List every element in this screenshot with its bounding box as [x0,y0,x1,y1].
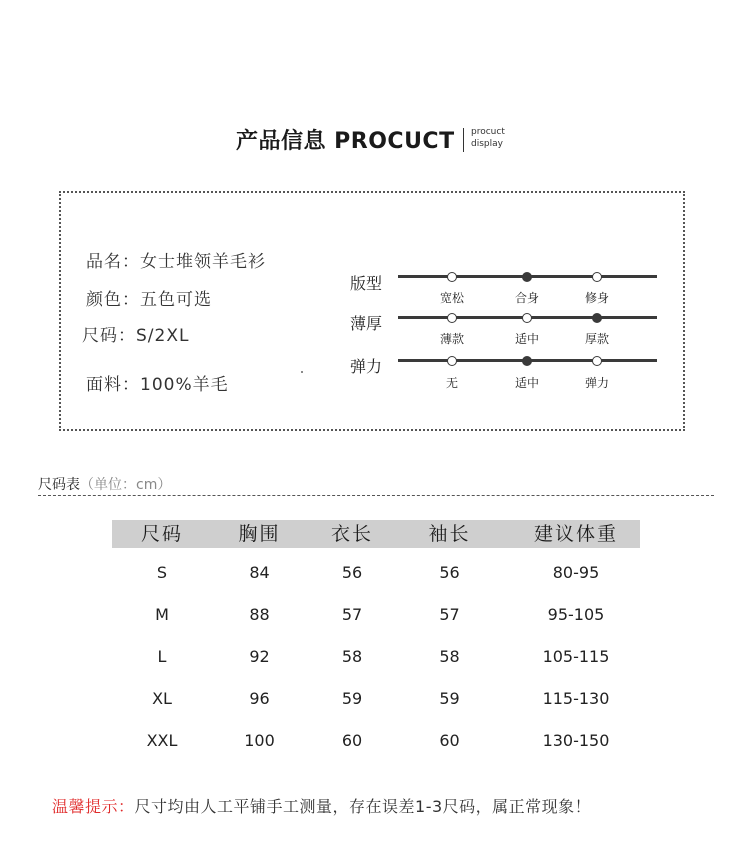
title-subtitle [471,126,505,150]
cell-size: XL [152,689,172,708]
info-material-value: 100%羊毛 [140,375,229,395]
cell-length: 58 [341,647,363,666]
info-color-label: 颜色： [86,290,140,310]
cell-weight: 115-130 [542,689,610,708]
attribute-elasticity-knob-3 [592,356,602,366]
info-size-label: 尺码： [82,326,136,346]
attribute-elasticity-label: 弹力 [350,357,383,376]
attribute-fit-option-2: 合身 [514,291,539,305]
subtitle-line-1: procuct [471,127,505,137]
info-color-value: 五色可选 [140,290,212,310]
info-name-label: 品名： [86,252,140,272]
cell-chest: 84 [249,563,270,582]
header-length: 衣长 [330,523,373,545]
page-title: 产品信息 PROCUCT [236,129,455,154]
cell-chest: 100 [244,731,275,750]
warm-tip [52,794,591,817]
attribute-fit-option-1: 宽松 [439,291,464,305]
header-sleeve: 袖长 [428,523,471,545]
attribute-thickness-option-1: 薄款 [439,332,464,346]
attribute-thickness-knob-2 [522,313,532,323]
attribute-thickness-knob-1 [447,313,457,323]
info-name-value: 女士堆领羊毛衫 [140,252,266,272]
info-size [82,321,189,346]
cell-size: S [156,563,168,582]
info-material [86,370,229,395]
cell-sleeve: 60 [439,731,460,750]
attribute-thickness-label: 薄厚 [350,314,383,333]
cell-weight: 80-95 [552,563,600,582]
size-chart-heading [38,474,171,494]
title-divider [463,128,464,152]
header-chest: 胸围 [238,523,281,545]
cell-sleeve: 56 [439,563,460,582]
header-weight: 建议体重 [533,523,618,545]
info-name [86,247,266,272]
cell-size: M [155,605,169,624]
size-chart-title: 尺码表 [38,477,80,493]
cell-size: XXL [146,731,178,750]
cell-chest: 92 [249,647,270,666]
cell-length: 60 [341,731,363,750]
attribute-fit-label: 版型 [350,274,383,293]
cell-weight: 95-105 [547,605,605,624]
info-size-value: S/2XL [136,326,190,346]
cell-weight: 130-150 [542,731,610,750]
cell-length: 56 [341,563,363,582]
cell-length: 59 [341,689,363,708]
attribute-elasticity-option-2: 适中 [514,376,539,390]
attribute-fit-knob-1 [447,272,457,282]
attribute-elasticity-knob-1 [447,356,457,366]
cell-sleeve: 57 [439,605,460,624]
cell-size: L [157,647,167,666]
stray-dot [301,371,303,373]
tip-text: 尺寸均由人工平铺手工测量，存在误差1-3尺码，属正常现象！ [134,797,592,816]
size-chart-divider [38,495,714,496]
attribute-elasticity-knob-2 [522,356,532,366]
attribute-fit-option-3: 修身 [584,291,609,305]
attribute-elasticity-option-1: 无 [445,376,458,390]
size-chart-unit: （单位：cm） [80,477,172,493]
tip-label: 温馨提示： [52,797,135,816]
subtitle-line-2: display [471,139,503,149]
attribute-elasticity-option-3: 弹力 [584,376,609,390]
attribute-thickness-knob-3 [592,313,602,323]
attribute-fit-knob-3 [592,272,602,282]
attribute-fit-knob-2 [522,272,532,282]
header-size: 尺码 [140,523,183,545]
cell-length: 57 [341,605,363,624]
cell-sleeve: 58 [439,647,460,666]
cell-chest: 96 [249,689,270,708]
info-material-label: 面料： [86,375,140,395]
attribute-thickness-option-3: 厚款 [584,332,609,346]
cell-sleeve: 59 [439,689,460,708]
cell-weight: 105-115 [542,647,610,666]
attribute-thickness-option-2: 适中 [514,332,539,346]
cell-chest: 88 [249,605,270,624]
info-color [86,285,212,310]
